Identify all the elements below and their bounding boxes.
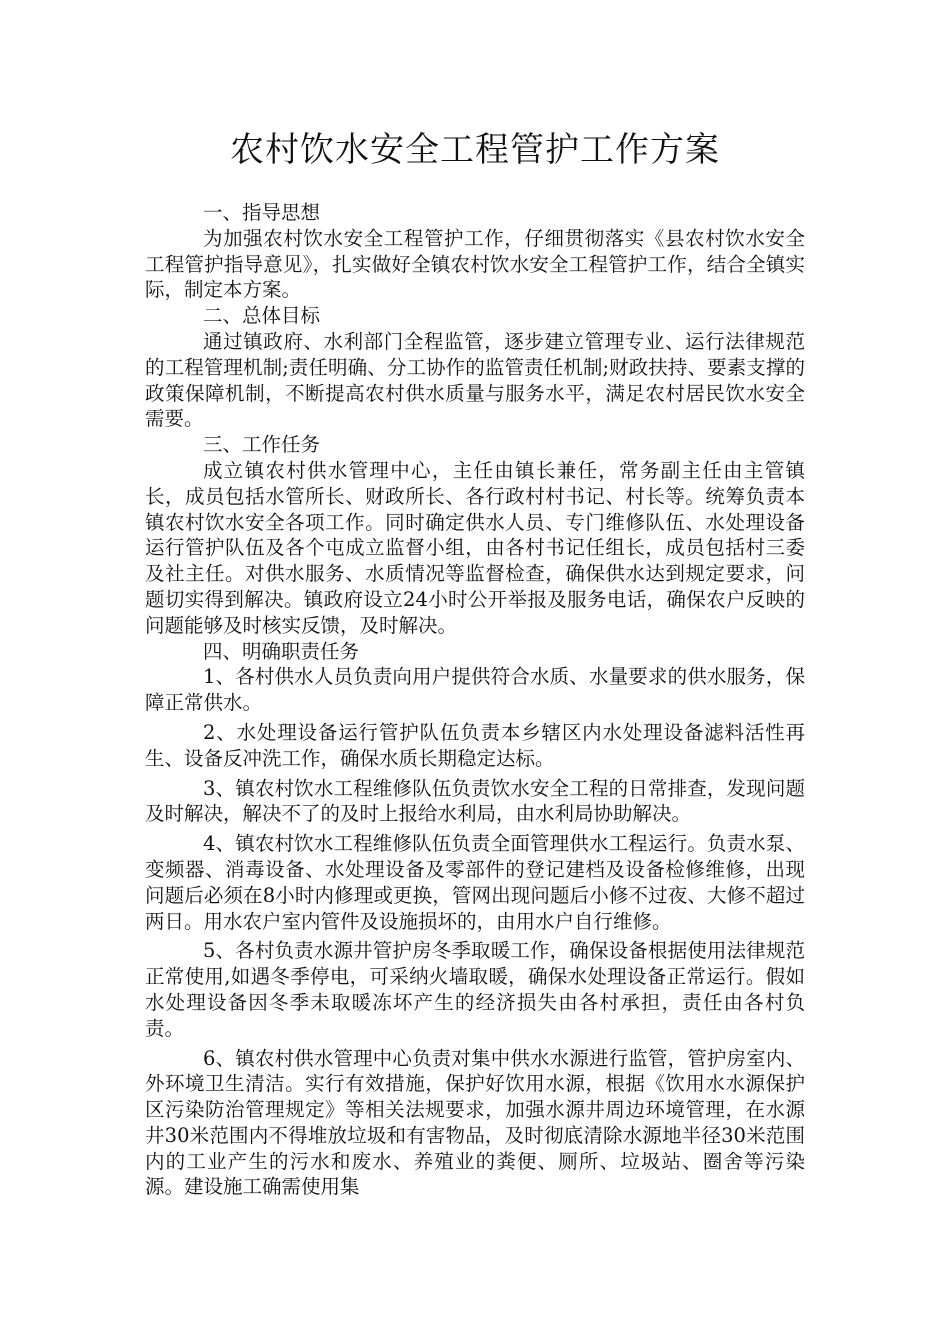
document-body bbox=[145, 200, 805, 1200]
list-item: 2、水处理设备运行管护队伍负责本乡辖区内水处理设备滤料活性再生、设备反冲洗工作，确保水质长期稳定达标。 bbox=[145, 720, 805, 770]
body-paragraph: 成立镇农村供水管理中心，主任由镇长兼任，常务副主任由主管镇长，成员包括水管所长、财政所长、各行政村村书记、村长等。统筹负责本镇农村饮水安全各项工作。同时确定供水人员、专门维修队伍、水处理设备运行管护队伍及各个屯成立监督小组，由各村书记任组长，成员包括村三委及社主任。对供水服务、水质情况等监督检查，确保供水达到规定要求，问题切实得到解决。镇政府设立24小时公开举报及服务电话，确保农户反映的问题能够及时核实反馈，及时解决。 bbox=[145, 458, 805, 637]
list-item: 6、镇农村供水管理中心负责对集中供水水源进行监管，管护房室内、外环境卫生清洁。实行有效措施，保护好饮用水源，根据《饮用水水源保护区污染防治管理规定》等相关法规要求，加强水源井周边环境管理，在水源井30米范围内不得堆放垃圾和有害物品，及时彻底清除水源地半径30米范围内的工业产生的污水和废水、养殖业的粪便、厕所、垃圾站、圈舍等污染源。建设施工确需使用集 bbox=[145, 1046, 805, 1199]
document-title: 农村饮水安全工程管护工作方案 bbox=[230, 130, 720, 170]
section-heading: 二、总体目标 bbox=[203, 304, 321, 328]
list-item: 4、镇农村饮水工程维修队伍负责全面管理供水工程运行。负责水泵、变频器、消毒设备、水处理设备及零部件的登记建档及设备检修维修，出现问题后必须在8小时内修理或更换，管网出现问题后小修不过夜、大修不超过两日。用水农户室内管件及设施损坏的，由用水户自行维修。 bbox=[145, 832, 805, 933]
section-heading: 三、工作任务 bbox=[203, 433, 321, 457]
body-paragraph: 通过镇政府、水利部门全程监管，逐步建立管理专业、运行法律规范的工程管理机制;责任明确、分工协作的监管责任机制;财政扶持、要素支撑的政策保障机制，不断提高农村供水质量与服务水平，满足农村居民饮水安全需要。 bbox=[145, 329, 805, 431]
list-item: 1、各村供水人员负责向用户提供符合水质、水量要求的供水服务，保障正常供水。 bbox=[145, 665, 805, 715]
list-item: 5、各村负责水源井管护房冬季取暖工作，确保设备根据使用法律规范正常使用,如遇冬季停电，可采纳火墙取暖，确保水处理设备正常运行。假如水处理设备因冬季未取暖冻坏产生的经济损失由各村承担，责任由各村负责。 bbox=[145, 939, 805, 1040]
list-item: 3、镇农村饮水工程维修队伍负责饮水安全工程的日常排查，发现问题及时解决，解决不了的及时上报给水利局，由水利局协助解决。 bbox=[145, 776, 805, 826]
body-paragraph: 为加强农村饮水安全工程管护工作，仔细贯彻落实《县农村饮水安全工程管护指导意见》，扎实做好全镇农村饮水安全工程管护工作，结合全镇实际，制定本方案。 bbox=[145, 226, 805, 302]
section-heading: 四、明确职责任务 bbox=[203, 639, 360, 663]
section-heading: 一、指导思想 bbox=[203, 201, 321, 224]
